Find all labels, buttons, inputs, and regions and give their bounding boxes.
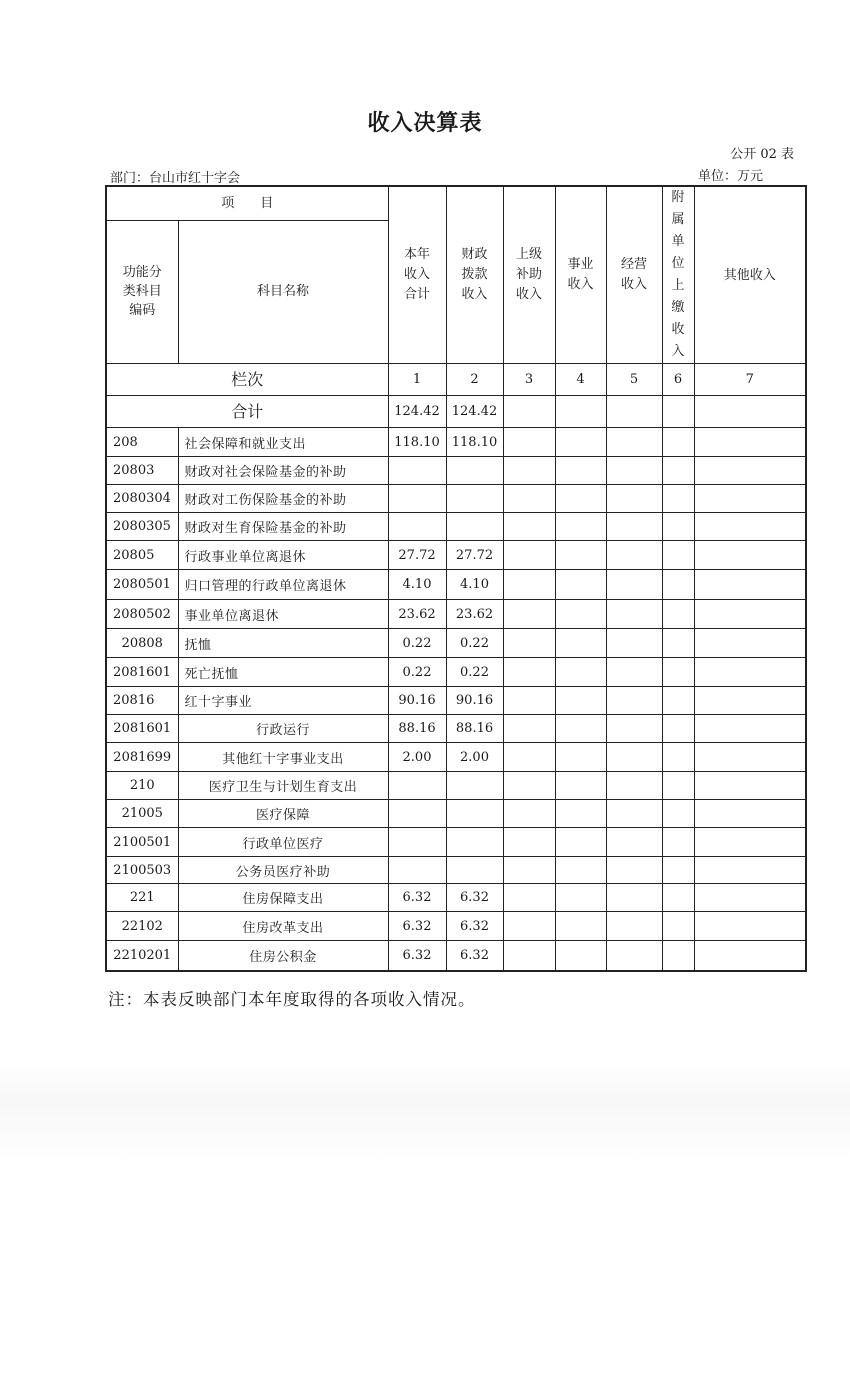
empty-cell bbox=[694, 800, 806, 828]
row-col1: 0.22 bbox=[388, 629, 446, 658]
row-col2: 27.72 bbox=[446, 541, 503, 570]
empty-cell bbox=[606, 513, 662, 541]
row-col2: 2.00 bbox=[446, 743, 503, 772]
row-col2 bbox=[446, 485, 503, 513]
table-row bbox=[106, 457, 806, 485]
empty-cell bbox=[555, 658, 606, 687]
empty-cell bbox=[694, 600, 806, 629]
row-col2 bbox=[446, 457, 503, 485]
column-number: 5 bbox=[606, 364, 662, 396]
empty-cell bbox=[606, 485, 662, 513]
empty-cell bbox=[694, 715, 806, 743]
table-row bbox=[106, 857, 806, 884]
empty-cell bbox=[606, 857, 662, 884]
row-name: 医疗保障 bbox=[178, 800, 388, 828]
row-col2: 0.22 bbox=[446, 629, 503, 658]
empty-cell bbox=[606, 457, 662, 485]
table-row bbox=[106, 828, 806, 857]
empty-cell bbox=[503, 941, 555, 971]
header-col2: 财政 拨款 收入 bbox=[446, 186, 503, 364]
row-code: 221 bbox=[106, 884, 178, 912]
row-col2: 6.32 bbox=[446, 941, 503, 971]
empty-cell bbox=[662, 884, 694, 912]
empty-cell bbox=[606, 428, 662, 457]
table-row bbox=[106, 513, 806, 541]
column-number: 4 bbox=[555, 364, 606, 396]
empty-cell bbox=[694, 428, 806, 457]
row-col1: 6.32 bbox=[388, 912, 446, 941]
row-name: 抚恤 bbox=[178, 629, 388, 658]
empty-cell bbox=[606, 600, 662, 629]
row-code: 2081699 bbox=[106, 743, 178, 772]
empty-cell bbox=[662, 658, 694, 687]
row-col2 bbox=[446, 857, 503, 884]
row-code: 2080304 bbox=[106, 485, 178, 513]
row-col1: 27.72 bbox=[388, 541, 446, 570]
header-col4: 事业 收入 bbox=[555, 186, 606, 364]
row-name: 红十字事业 bbox=[178, 687, 388, 715]
column-number: 6 bbox=[662, 364, 694, 396]
row-col1 bbox=[388, 828, 446, 857]
row-code: 2100501 bbox=[106, 828, 178, 857]
empty-cell bbox=[606, 800, 662, 828]
empty-cell bbox=[503, 428, 555, 457]
row-col1 bbox=[388, 457, 446, 485]
column-number: 2 bbox=[446, 364, 503, 396]
empty-cell bbox=[694, 485, 806, 513]
empty-cell bbox=[555, 800, 606, 828]
row-name: 财政对工伤保险基金的补助 bbox=[178, 485, 388, 513]
row-col2 bbox=[446, 772, 503, 800]
empty-cell bbox=[662, 828, 694, 857]
empty-cell bbox=[555, 772, 606, 800]
row-col2 bbox=[446, 800, 503, 828]
empty-cell bbox=[503, 912, 555, 941]
row-code: 20803 bbox=[106, 457, 178, 485]
empty-cell bbox=[662, 857, 694, 884]
row-code: 2080305 bbox=[106, 513, 178, 541]
column-number: 1 bbox=[388, 364, 446, 396]
empty-cell bbox=[606, 828, 662, 857]
row-col1: 23.62 bbox=[388, 600, 446, 629]
empty-cell bbox=[662, 541, 694, 570]
empty-cell bbox=[662, 687, 694, 715]
empty-cell bbox=[555, 541, 606, 570]
table-row bbox=[106, 772, 806, 800]
table-row bbox=[106, 743, 806, 772]
row-col2: 6.32 bbox=[446, 912, 503, 941]
table-row bbox=[106, 428, 806, 457]
row-code: 2081601 bbox=[106, 715, 178, 743]
empty-cell bbox=[555, 428, 606, 457]
income-table bbox=[105, 185, 807, 972]
total-col2: 124.42 bbox=[446, 396, 503, 428]
empty-cell bbox=[606, 912, 662, 941]
table-row bbox=[106, 658, 806, 687]
table-row bbox=[106, 600, 806, 629]
row-col2 bbox=[446, 513, 503, 541]
row-name: 死亡抚恤 bbox=[178, 658, 388, 687]
row-col1: 118.10 bbox=[388, 428, 446, 457]
empty-cell bbox=[662, 457, 694, 485]
empty-cell bbox=[662, 941, 694, 971]
row-col2: 88.16 bbox=[446, 715, 503, 743]
empty-cell bbox=[503, 743, 555, 772]
empty-cell bbox=[555, 600, 606, 629]
empty-cell bbox=[555, 884, 606, 912]
row-col2: 90.16 bbox=[446, 687, 503, 715]
empty-cell bbox=[503, 658, 555, 687]
row-col1 bbox=[388, 485, 446, 513]
row-col1: 4.10 bbox=[388, 570, 446, 600]
header-col1: 本年 收入 合计 bbox=[388, 186, 446, 364]
empty-cell bbox=[555, 715, 606, 743]
header-col5: 经营 收入 bbox=[606, 186, 662, 364]
empty-cell bbox=[694, 857, 806, 884]
empty-cell bbox=[503, 600, 555, 629]
table-row bbox=[106, 541, 806, 570]
row-col1: 2.00 bbox=[388, 743, 446, 772]
row-name: 住房改革支出 bbox=[178, 912, 388, 941]
empty-cell bbox=[662, 513, 694, 541]
row-name: 归口管理的行政单位离退休 bbox=[178, 570, 388, 600]
row-col1 bbox=[388, 513, 446, 541]
empty-cell bbox=[694, 687, 806, 715]
empty-cell bbox=[503, 629, 555, 658]
empty-cell bbox=[503, 541, 555, 570]
empty-cell bbox=[503, 800, 555, 828]
empty-cell bbox=[662, 629, 694, 658]
row-col1: 90.16 bbox=[388, 687, 446, 715]
empty-cell bbox=[503, 457, 555, 485]
row-name: 住房保障支出 bbox=[178, 884, 388, 912]
empty-cell bbox=[662, 912, 694, 941]
row-col1 bbox=[388, 772, 446, 800]
row-col1: 0.22 bbox=[388, 658, 446, 687]
empty-cell bbox=[694, 884, 806, 912]
empty-cell bbox=[694, 629, 806, 658]
empty-cell bbox=[694, 743, 806, 772]
header-col6: 附 属 单 位 上 缴 收 入 bbox=[662, 186, 694, 364]
empty-cell bbox=[694, 912, 806, 941]
header-col7: 其他收入 bbox=[694, 186, 806, 364]
empty-cell bbox=[503, 828, 555, 857]
row-name: 其他红十字事业支出 bbox=[178, 743, 388, 772]
empty-cell bbox=[555, 687, 606, 715]
row-code: 2081601 bbox=[106, 658, 178, 687]
empty-cell bbox=[555, 513, 606, 541]
row-col2: 23.62 bbox=[446, 600, 503, 629]
row-col2: 0.22 bbox=[446, 658, 503, 687]
empty-cell bbox=[694, 772, 806, 800]
row-code: 2080502 bbox=[106, 600, 178, 629]
row-name: 社会保障和就业支出 bbox=[178, 428, 388, 457]
empty-cell bbox=[555, 857, 606, 884]
empty-cell bbox=[503, 570, 555, 600]
empty-cell bbox=[662, 772, 694, 800]
row-col1: 88.16 bbox=[388, 715, 446, 743]
empty-cell bbox=[606, 772, 662, 800]
empty-cell bbox=[694, 941, 806, 971]
empty-cell bbox=[662, 428, 694, 457]
empty-cell bbox=[694, 658, 806, 687]
row-code: 210 bbox=[106, 772, 178, 800]
empty-cell bbox=[606, 541, 662, 570]
row-code: 2100503 bbox=[106, 857, 178, 884]
row-name: 行政运行 bbox=[178, 715, 388, 743]
column-index-label: 栏次 bbox=[106, 364, 388, 396]
row-code: 20816 bbox=[106, 687, 178, 715]
row-col2: 6.32 bbox=[446, 884, 503, 912]
empty-cell bbox=[555, 941, 606, 971]
empty-cell bbox=[662, 800, 694, 828]
row-name: 住房公积金 bbox=[178, 941, 388, 971]
empty-cell bbox=[606, 629, 662, 658]
empty-cell bbox=[606, 941, 662, 971]
row-col2: 118.10 bbox=[446, 428, 503, 457]
row-code: 2080501 bbox=[106, 570, 178, 600]
row-name: 财政对生育保险基金的补助 bbox=[178, 513, 388, 541]
table-row bbox=[106, 629, 806, 658]
total-col1: 124.42 bbox=[388, 396, 446, 428]
empty-cell bbox=[662, 485, 694, 513]
row-col2: 4.10 bbox=[446, 570, 503, 600]
department-label: 部门：台山市红十字会 bbox=[110, 171, 241, 186]
empty-cell bbox=[555, 629, 606, 658]
row-name: 财政对社会保险基金的补助 bbox=[178, 457, 388, 485]
column-number: 3 bbox=[503, 364, 555, 396]
empty-cell bbox=[606, 570, 662, 600]
empty-cell bbox=[503, 772, 555, 800]
empty-cell bbox=[694, 513, 806, 541]
empty-cell bbox=[694, 541, 806, 570]
row-name: 行政事业单位离退休 bbox=[178, 541, 388, 570]
empty-cell bbox=[694, 828, 806, 857]
header-func-code: 功能分 类科目 编码 bbox=[106, 220, 178, 363]
row-col1: 6.32 bbox=[388, 941, 446, 971]
empty-cell bbox=[662, 570, 694, 600]
empty-cell bbox=[606, 743, 662, 772]
empty-cell bbox=[503, 513, 555, 541]
row-code: 20808 bbox=[106, 629, 178, 658]
row-code: 21005 bbox=[106, 800, 178, 828]
row-code: 22102 bbox=[106, 912, 178, 941]
table-body bbox=[106, 428, 806, 971]
table-row bbox=[106, 884, 806, 912]
form-code: 公开 02 表 bbox=[730, 147, 794, 162]
row-name: 医疗卫生与计划生育支出 bbox=[178, 772, 388, 800]
row-col1: 6.32 bbox=[388, 884, 446, 912]
row-code: 2210201 bbox=[106, 941, 178, 971]
header-project: 项 目 bbox=[106, 186, 388, 220]
table-row bbox=[106, 941, 806, 971]
empty-cell bbox=[606, 715, 662, 743]
row-name: 事业单位离退休 bbox=[178, 600, 388, 629]
row-name: 行政单位医疗 bbox=[178, 828, 388, 857]
row-col2 bbox=[446, 828, 503, 857]
empty-cell bbox=[555, 912, 606, 941]
row-name: 公务员医疗补助 bbox=[178, 857, 388, 884]
empty-cell bbox=[694, 457, 806, 485]
row-col1 bbox=[388, 857, 446, 884]
empty-cell bbox=[606, 687, 662, 715]
empty-cell bbox=[662, 743, 694, 772]
empty-cell bbox=[555, 457, 606, 485]
header-subject-name: 科目名称 bbox=[178, 220, 388, 363]
empty-cell bbox=[606, 884, 662, 912]
empty-cell bbox=[503, 884, 555, 912]
table-row bbox=[106, 570, 806, 600]
scan-shadow bbox=[0, 1060, 850, 1160]
row-col1 bbox=[388, 800, 446, 828]
header-col3: 上级 补助 收入 bbox=[503, 186, 555, 364]
page-title: 收入决算表 bbox=[367, 110, 483, 136]
empty-cell bbox=[555, 485, 606, 513]
unit-label: 单位：万元 bbox=[698, 169, 764, 184]
table-row bbox=[106, 800, 806, 828]
total-label: 合计 bbox=[106, 396, 388, 428]
empty-cell bbox=[503, 687, 555, 715]
table-row bbox=[106, 912, 806, 941]
column-number: 7 bbox=[694, 364, 806, 396]
empty-cell bbox=[503, 485, 555, 513]
table-row bbox=[106, 485, 806, 513]
empty-cell bbox=[662, 715, 694, 743]
empty-cell bbox=[503, 715, 555, 743]
empty-cell bbox=[662, 600, 694, 629]
empty-cell bbox=[606, 658, 662, 687]
table-row bbox=[106, 687, 806, 715]
empty-cell bbox=[555, 570, 606, 600]
empty-cell bbox=[694, 570, 806, 600]
footnote: 注：本表反映部门本年度取得的各项收入情况。 bbox=[108, 990, 476, 1009]
empty-cell bbox=[555, 828, 606, 857]
empty-cell bbox=[555, 743, 606, 772]
row-code: 208 bbox=[106, 428, 178, 457]
empty-cell bbox=[503, 857, 555, 884]
table-row bbox=[106, 715, 806, 743]
row-code: 20805 bbox=[106, 541, 178, 570]
